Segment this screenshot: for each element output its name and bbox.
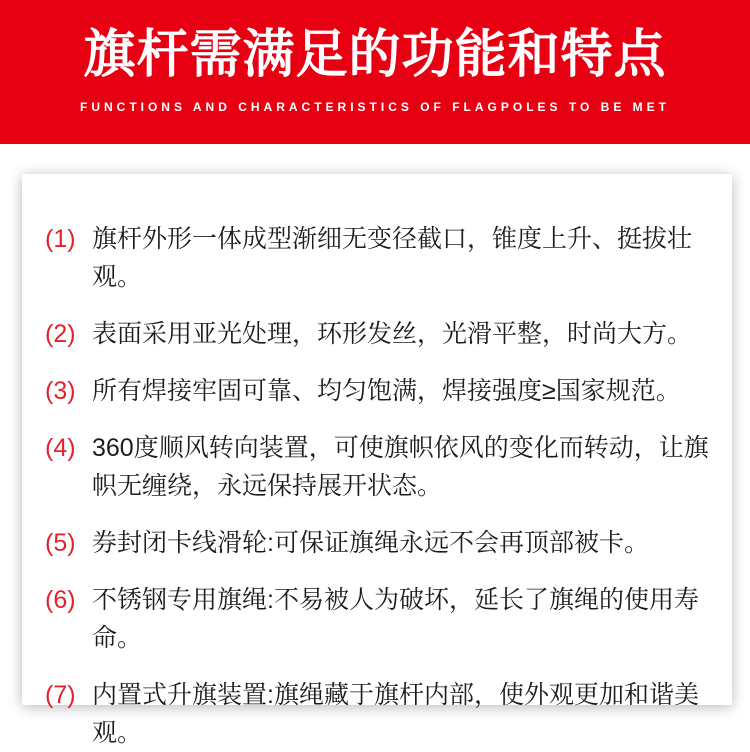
- feature-item-2: [45, 315, 732, 353]
- feature-text: 不锈钢专用旗绳:不易被人为破坏，延长了旗绳的使用寿命。: [92, 586, 699, 652]
- features-card: [22, 174, 732, 747]
- feature-number: (2): [45, 320, 76, 348]
- feature-number: (6): [45, 586, 76, 614]
- feature-item-7: [45, 676, 732, 752]
- page-subtitle: FUNCTIONS AND CHARACTERISTICS OF FLAGPOLES TO BE MET: [79, 100, 670, 114]
- feature-item-6: [45, 581, 732, 657]
- feature-text: 内置式升旗装置:旗绳藏于旗杆内部，使外观更加和谐美观。: [92, 681, 699, 747]
- feature-text: 所有焊接牢固可靠、均匀饱满，焊接强度≥国家规范。: [92, 377, 681, 405]
- feature-text: 券封闭卡线滑轮:可保证旗绳永远不会再顶部被卡。: [92, 529, 649, 557]
- feature-item-3: [45, 372, 732, 410]
- feature-text: 旗杆外形一体成型渐细无变径截口，锥度上升、挺拔壮观。: [92, 225, 693, 291]
- feature-number: (5): [45, 529, 76, 557]
- header-banner: [0, 0, 750, 144]
- feature-number: (7): [45, 681, 76, 709]
- page-title: 旗杆需满足的功能和特点: [83, 26, 667, 84]
- feature-item-1: [45, 220, 732, 296]
- feature-item-5: [45, 524, 732, 562]
- feature-number: (3): [45, 377, 76, 405]
- feature-number: (1): [45, 225, 76, 253]
- feature-text: 表面采用亚光处理，环形发丝，光滑平整，时尚大方。: [92, 320, 693, 348]
- feature-text: 360度顺风转向装置，可使旗帜依风的变化而转动，让旗帜无缠绕，永远保持展开状态。: [92, 434, 709, 500]
- feature-item-4: [45, 429, 732, 505]
- feature-number: (4): [45, 434, 76, 462]
